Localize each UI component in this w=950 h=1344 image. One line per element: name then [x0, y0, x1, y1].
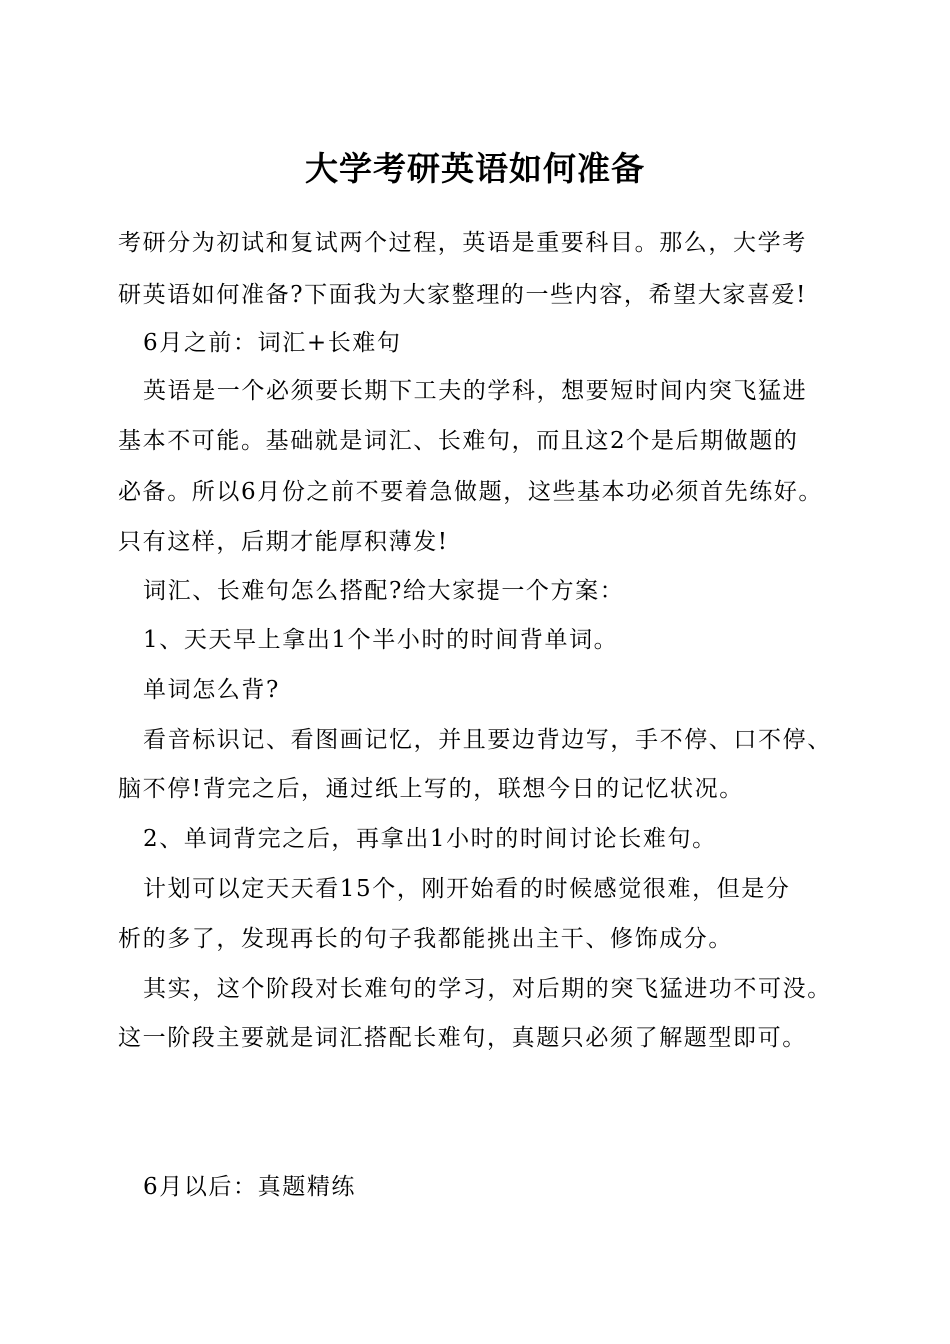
section-heading: 6月以后：真题精练: [143, 1174, 357, 1200]
paragraph-line: 看音标识记、看图画记忆，并且要边背边写，手不停、口不停、: [143, 727, 832, 753]
section-heading: 6月之前：词汇+长难句: [143, 330, 402, 356]
paragraph-line: 必备。所以6月份之前不要着急做题，这些基本功必须首先练好。: [118, 479, 824, 505]
paragraph-line: 只有这样，后期才能厚积薄发!: [118, 529, 449, 555]
paragraph-line: 研英语如何准备?下面我为大家整理的一些内容，希望大家喜爱!: [118, 282, 807, 308]
list-item: 2、单词背完之后，再拿出1小时的时间讨论长难句。: [143, 826, 717, 852]
list-item: 1、天天早上拿出1个半小时的时间背单词。: [143, 627, 619, 653]
document-title: 大学考研英语如何准备: [305, 149, 645, 188]
paragraph-line: 析的多了，发现再长的句子我都能挑出主干、修饰成分。: [118, 926, 733, 952]
paragraph-line: 单词怎么背?: [143, 677, 280, 703]
paragraph-line: 计划可以定天天看15个，刚开始看的时候感觉很难，但是分: [143, 876, 791, 902]
paragraph-line: 英语是一个必须要长期下工夫的学科，想要短时间内突飞猛进: [143, 378, 808, 404]
paragraph-line: 基本不可能。基础就是词汇、长难句，而且这2个是后期做题的: [118, 428, 799, 454]
paragraph-line: 其实，这个阶段对长难句的学习，对后期的突飞猛进功不可没。: [143, 976, 832, 1002]
paragraph-line: 脑不停!背完之后，通过纸上写的，联想今日的记忆状况。: [118, 776, 744, 802]
paragraph-line: 考研分为初试和复试两个过程，英语是重要科目。那么，大学考: [118, 230, 807, 256]
paragraph-line: 词汇、长难句怎么搭配?给大家提一个方案：: [143, 578, 625, 604]
paragraph-line: 这一阶段主要就是词汇搭配长难句，真题只必须了解题型即可。: [118, 1025, 807, 1051]
